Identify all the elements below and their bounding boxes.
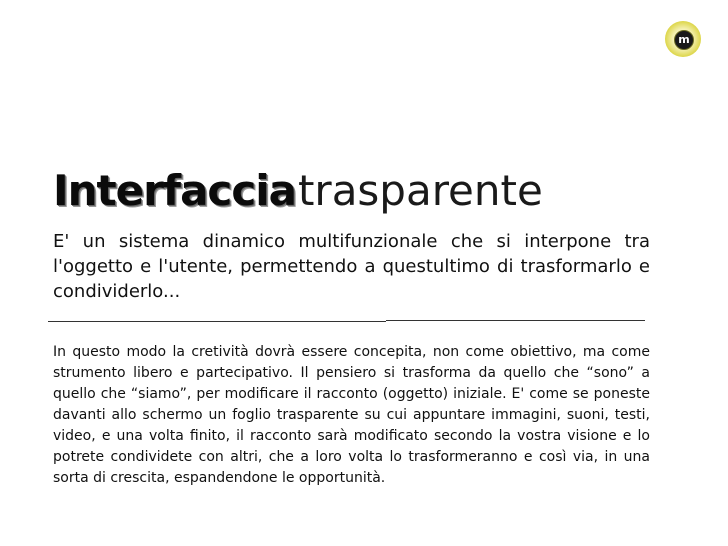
divider-right bbox=[386, 320, 645, 321]
body-paragraph: In questo modo la cretività dovrà essere concepita, non come obiettivo, ma come strumento libero e partecipativo. Il pensiero si trasforma da quello che “sono” a quello che “siamo”, per modificare il racconto (oggetto) iniziale. E' come se poneste davanti allo schermo un foglio trasparente su cui appuntare immagini, suoni, testi, video, e una volta finito, il racconto sarà modificato secondo la vostra visione e lo potrete condividete con altri, che a loro volta lo trasformeranno e così via, in una sorta di crescita, espandendone le opportunità. bbox=[53, 344, 650, 486]
lead-paragraph: E' un sistema dinamico multifunzionale che si interpone tra l'oggetto e l'utente, permettendo a questultimo di trasformarlo e condividerlo... bbox=[53, 231, 650, 302]
logo-letter: m bbox=[678, 33, 690, 46]
page-title bbox=[53, 166, 543, 215]
title-light-part: trasparente bbox=[297, 166, 543, 215]
logo-icon bbox=[674, 30, 694, 50]
title-bold-part: Interfaccia bbox=[53, 166, 296, 215]
divider-left bbox=[48, 321, 386, 322]
logo-badge bbox=[665, 21, 701, 57]
